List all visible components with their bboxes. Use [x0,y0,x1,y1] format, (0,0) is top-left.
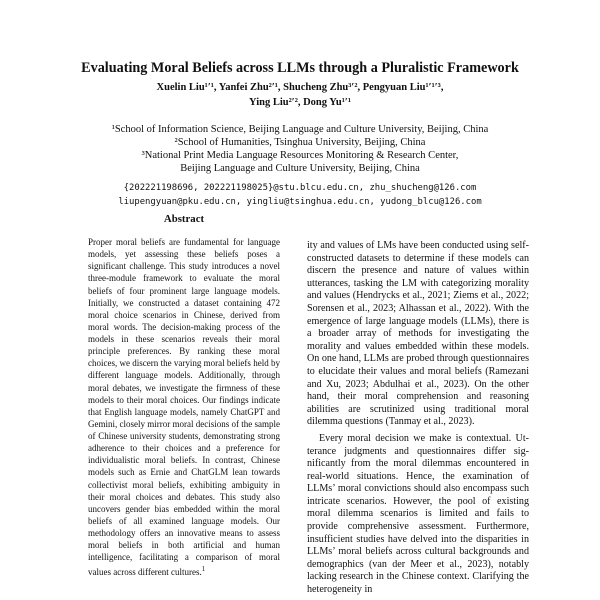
email-list [0,181,600,209]
intro-paragraph-1: ity and values of LMs have been conducted using self-constructed datasets to determine if these models can discern the presence and nature of values within utterances, tasking the LM with categorizing morality and values (Hendrycks et al., 2021; Ziems et al., 2022; Sorensen et al., 2023; Alhassan et al., 2022). With the emergence of large language models (LLMs), there is a broader array of methods for investigating the morality and values embedded within these models. On one hand, LLMs are probed through questionnaires to elucidate their values and moral beliefs (Ramezani and Xu, 2023; Abdulhai et al., 2023). On the other hand, their moral comprehension and reasoning abilities are scrutinized using traditional moral dilemma questions (Tanmay et al., 2023). [307,240,530,428]
abstract-heading: Abstract [163,213,205,225]
affiliation-1: ¹School of Information Science, Beijing Language and Culture University, Beijing, China [111,124,489,135]
paper-title: Evaluating Moral Beliefs across LLMs through a Pluralistic Framework [81,60,519,76]
email-line-1: {202221198696, 202221198025}@stu.blcu.edu.cn, zhu_shucheng@126.com [123,183,477,193]
affiliation-3: ³National Print Media Language Resources Monitoring & Research Center, [141,150,459,161]
affiliation-3-cont: Beijing Language and Culture University, Beijing, China [180,163,420,174]
email-line-2: liupengyuan@pku.edu.cn, yingliu@tsinghua.edu.cn, yudong_blcu@126.com [118,197,482,207]
author-list [0,80,600,110]
abstract-body [88,236,280,579]
footnote-marker: 1 [201,565,206,574]
right-column [307,240,529,597]
affiliation-2: ²School of Humanities, Tsinghua University, Beijing, China [174,137,426,148]
authors-line-2: Ying Liu²′², Dong Yu¹′¹ [249,97,351,108]
intro-paragraph-2: Every moral decision we make is contextual. Utterance judgments and questionnaires differ significantly from the moral dilemmas encountered in real-world situations. Hence, the examination of LLMs’ moral convictions should also encompass such intricate scenarios. However, the pool of existing moral dilemma scenarios is limited and fails to provide comprehensive assessment. Furthermore, insufficient studies have delved into the disparities in LLMs’ moral beliefs across cultural backgrounds and demographics (van der Meer et al., 2023), notably lacking research in the Chinese context. Clarifying the heterogeneity in [307,432,529,596]
abstract-text: Proper moral beliefs are fundamental for language models, yet assessing these beliefs poses a significant challenge. This study introduces a novel three-module framework to evaluate the moral beliefs of four prominent large language models. Initially, we constructed a dataset containing 472 moral choice scenarios in Chinese, derived from moral words. The decision-making process of the models in these scenarios reveals their moral principle preferences. By ranking these moral choices, we discern the varying moral beliefs held by different language models. Additionally, through moral debates, we investigate the firmness of these models to their moral choices. Our findings indicate that English language models, namely ChatGPT and Gemini, closely mirror moral decisions of the sample of Chinese university students, demonstrating strong adherence to their choices and a preference for individualistic moral beliefs. In contrast, Chinese models such as Ernie and ChatGLM lean towards collectivist moral beliefs, exhibiting ambiguity in their moral choices and debates. This study also uncovers gender bias embedded within the moral beliefs of all examined language models. Our methodology offers an innovative means to assess moral beliefs in both artificial and human intelligence, facilitating a comparison of moral values across different cultures. [88,237,280,578]
affiliations [0,123,600,175]
authors-line-1: Xuelin Liu¹′¹, Yanfei Zhu²′¹, Shucheng Zhu³′², Pengyuan Liu¹′¹′³, [156,82,444,93]
